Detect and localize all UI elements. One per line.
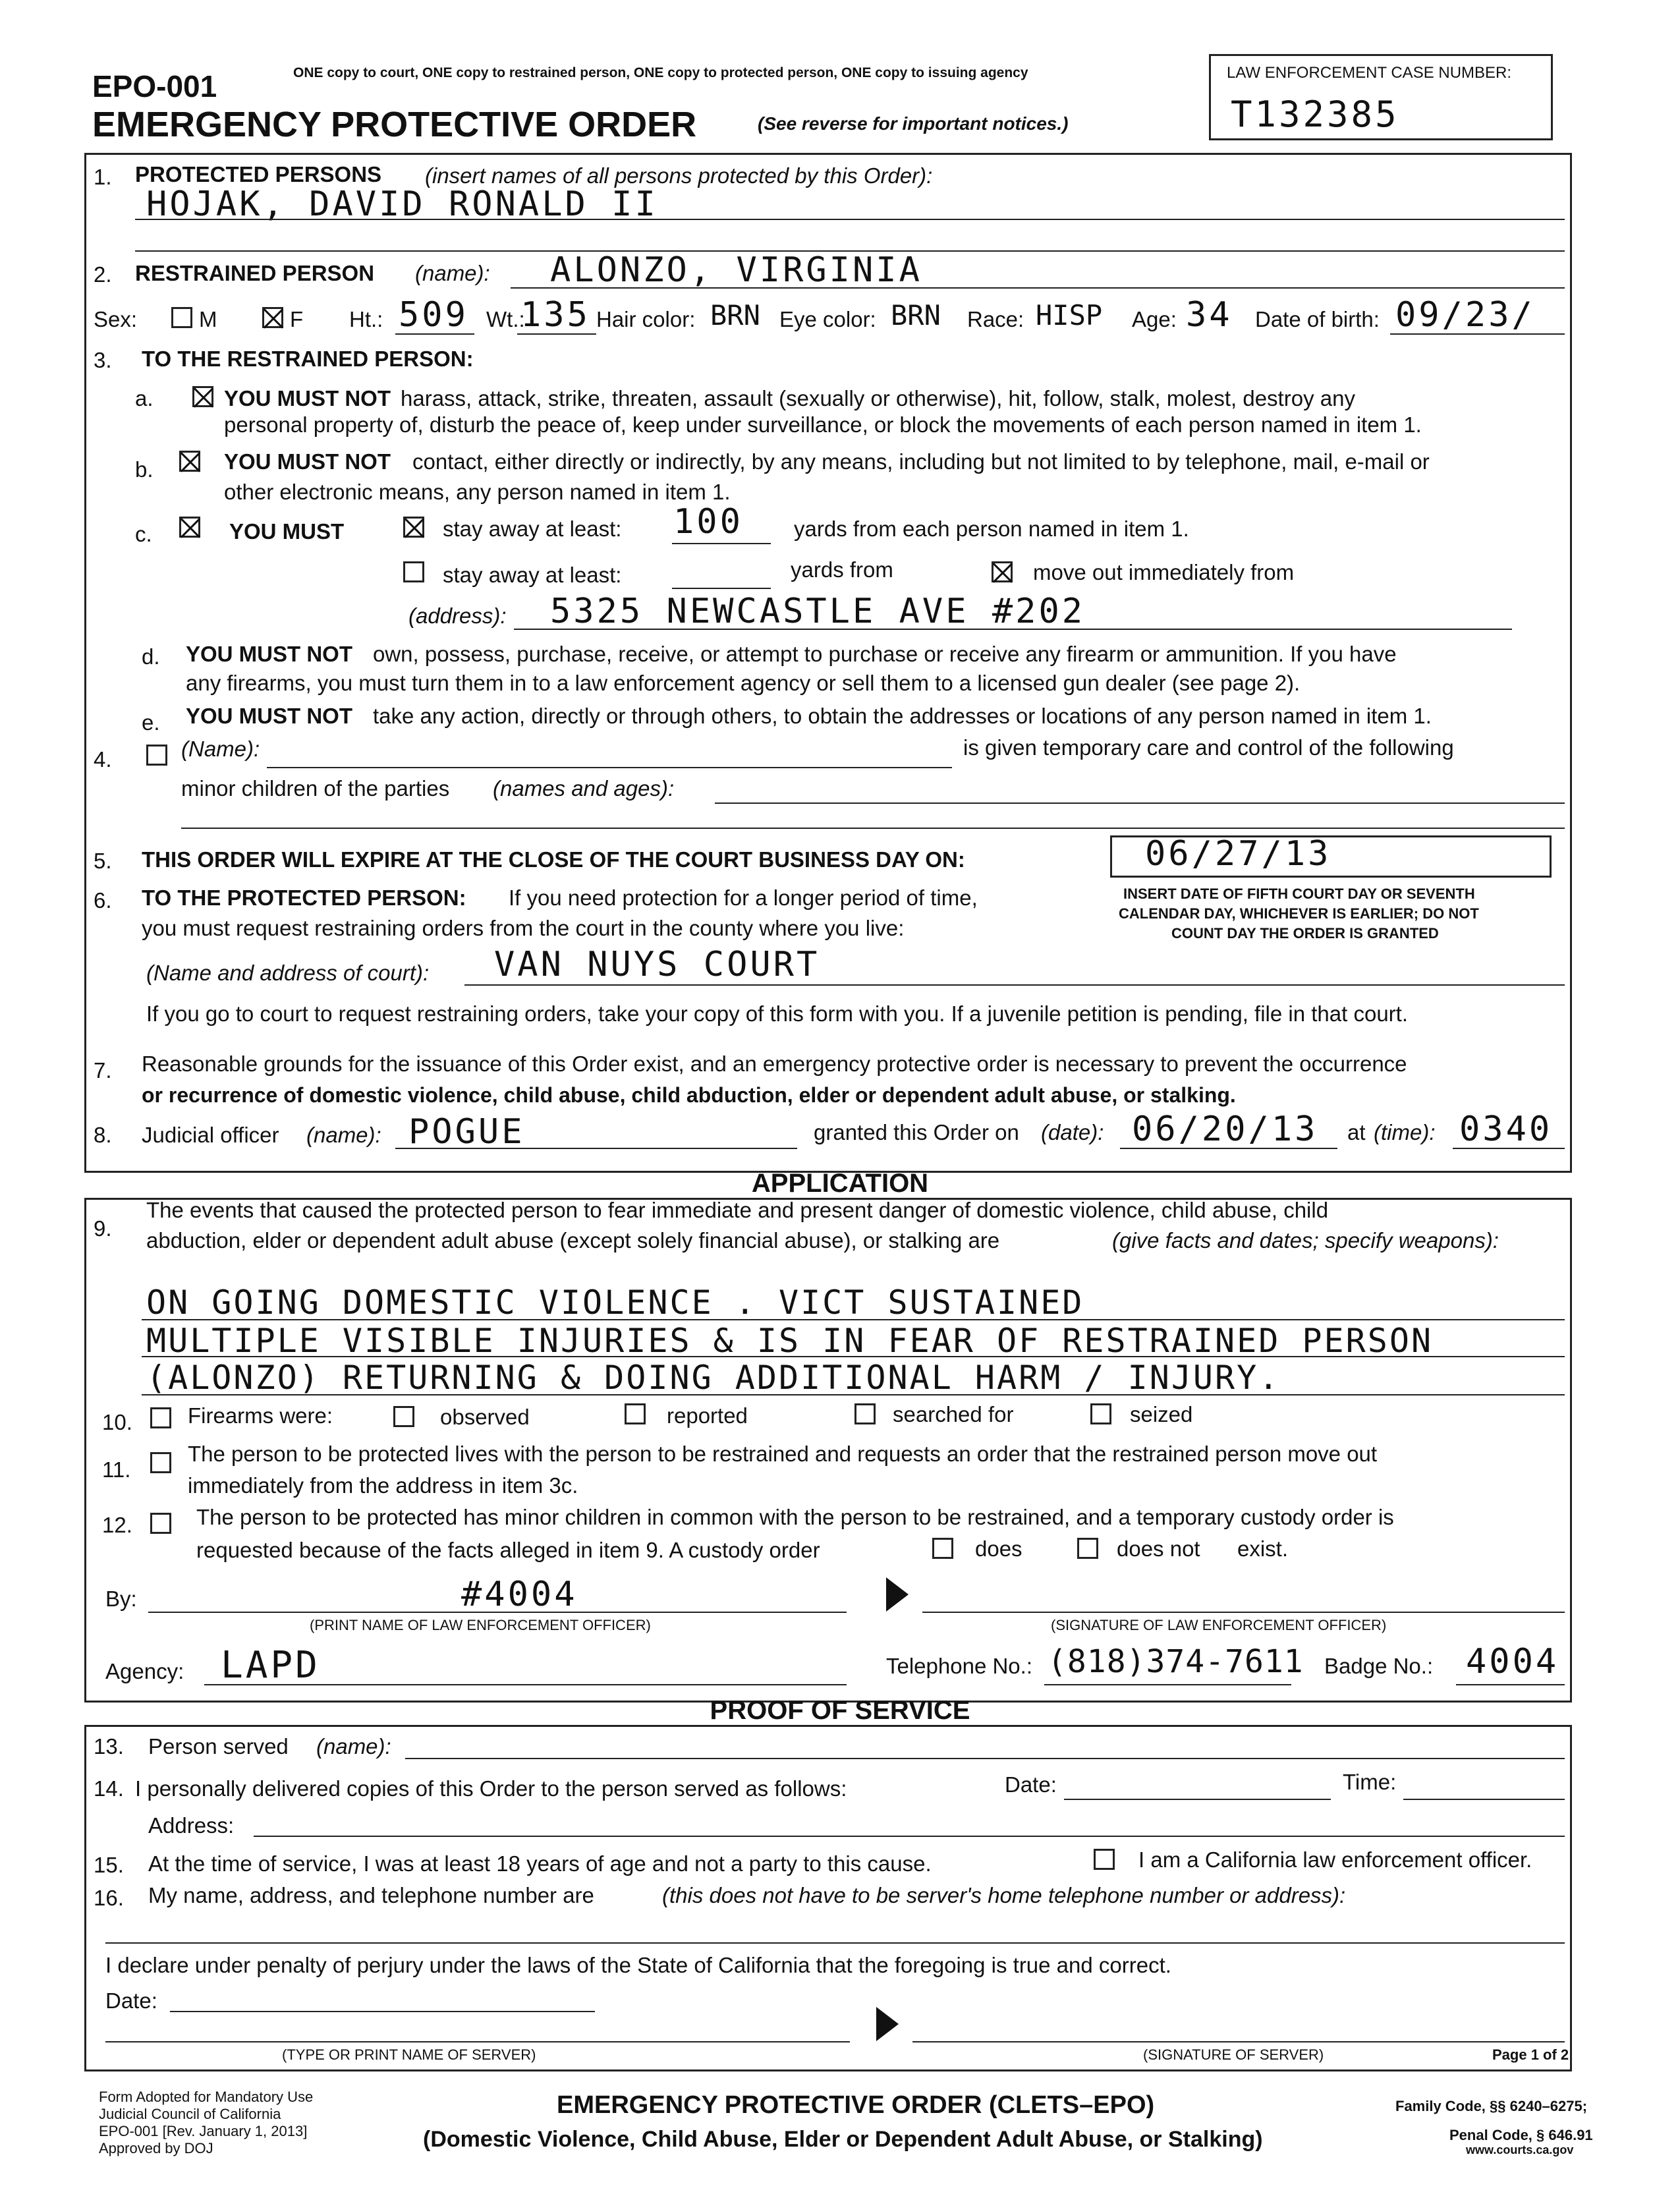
item3d-bold: YOU MUST NOT [186, 642, 352, 666]
server-signature-arrow [876, 2007, 899, 2041]
stay-away-address-checkbox[interactable] [403, 561, 424, 582]
custody-does-checkbox[interactable] [932, 1538, 953, 1559]
item4-number: 4. [94, 747, 112, 772]
item1-label: PROTECTED PERSONS [135, 162, 382, 186]
item3a-letter: a. [135, 386, 154, 410]
item6-number: 6. [94, 888, 112, 913]
item14-text: I personally delivered copies of this Order to the person served as follows: [135, 1776, 847, 1801]
race-value[interactable]: HISP [1036, 299, 1103, 331]
item12-text-a: The person to be protected has minor children in common with the person to be restrained, and a temporary custody order is [196, 1505, 1394, 1529]
wt-line [517, 333, 596, 335]
item2-number: 2. [94, 262, 112, 287]
signature-caption: (SIGNATURE OF LAW ENFORCEMENT OFFICER) [1051, 1617, 1387, 1633]
service-time-label: Time: [1343, 1770, 1397, 1794]
server-name-caption: (TYPE OR PRINT NAME OF SERVER) [282, 2046, 536, 2063]
item13-text: Person served [148, 1734, 289, 1759]
declare-date-line[interactable] [170, 2011, 595, 2012]
title-note: (See reverse for important notices.) [758, 113, 1069, 134]
item3b-checkbox[interactable] [179, 451, 200, 472]
item5-number: 5. [94, 849, 112, 873]
searched-label: searched for [893, 1402, 1014, 1426]
server-signature-caption: (SIGNATURE OF SERVER) [1143, 2046, 1324, 2063]
server-name-line[interactable] [105, 2041, 850, 2042]
item12-text-b: requested because of the facts alleged in item 9. A custody order [196, 1538, 820, 1562]
address-label: (address): [408, 604, 507, 628]
agency-label: Agency: [105, 1659, 184, 1683]
observed-label: observed [440, 1405, 530, 1429]
item4-text2-note: (names and ages): [493, 776, 675, 801]
item11-checkbox[interactable] [150, 1452, 171, 1473]
item15-number: 15. [94, 1853, 124, 1877]
item4-children-line1 [715, 802, 1565, 804]
item4-text1: is given temporary care and control of the following [963, 735, 1454, 760]
custody-does-not-label: does not [1117, 1536, 1200, 1561]
footer-right-3: www.courts.ca.gov [1466, 2143, 1574, 2156]
sex-f-checkbox[interactable] [262, 307, 283, 328]
agency-value[interactable]: LAPD [221, 1644, 320, 1687]
item5-label: THIS ORDER WILL EXPIRE AT THE CLOSE OF THE COURT BUSINESS DAY ON: [142, 847, 965, 872]
expire-note2: CALENDAR DAY, WHICHEVER IS EARLIER; DO NOT [1119, 905, 1479, 922]
firearms-label: Firearms were: [188, 1403, 333, 1428]
server-info-line[interactable] [105, 1942, 1565, 1944]
item3d-text2: any firearms, you must turn them in to a law enforcement agency or sell them to a licensed gun dealer (see page 2). [186, 671, 1301, 695]
item3a-bold: YOU MUST NOT [224, 386, 391, 410]
phone-label: Telephone No.: [886, 1654, 1032, 1678]
service-address-line[interactable] [254, 1836, 1565, 1837]
narrative-line2[interactable]: MULTIPLE VISIBLE INJURIES & IS IN FEAR OF RESTRAINED PERSON [146, 1322, 1434, 1360]
reported-label: reported [667, 1403, 748, 1428]
granted-date-value[interactable]: 06/20/13 [1132, 1110, 1318, 1149]
item3e-text1: take any action, directly or through others, to obtain the addresses or locations of any person named in item 1. [373, 704, 1432, 728]
narrative-rule1 [142, 1319, 1565, 1320]
declare-text: I declare under penalty of perjury under the laws of the State of California that the foregoing is true and correct. [105, 1953, 1171, 1977]
narrative-line1[interactable]: ON GOING DOMESTIC VIOLENCE . VICT SUSTAINED [146, 1283, 1084, 1322]
court-label: (Name and address of court): [146, 961, 430, 985]
wt-value[interactable]: 135 [520, 295, 590, 335]
protected-persons-value[interactable]: HOJAK, DAVID RONALD II [146, 184, 658, 224]
item8-number: 8. [94, 1123, 112, 1147]
item3a-text2: personal property of, disturb the peace of, keep under surveillance, or block the movements of each person named in item 1. [224, 412, 1422, 437]
item6-text2: you must request restraining orders from the court in the county where you live: [142, 916, 905, 940]
item4-children-line2 [181, 828, 1565, 829]
wt-label: Wt.: [486, 307, 525, 331]
case-number-box [1209, 54, 1553, 140]
narrative-line3[interactable]: (ALONZO) RETURNING & DOING ADDITIONAL HARM / INJURY. [146, 1359, 1281, 1397]
item10-number: 10. [102, 1410, 132, 1434]
item10-checkbox[interactable] [150, 1407, 171, 1428]
badge-line [1456, 1684, 1565, 1685]
stay-away-persons-label: stay away at least: [443, 517, 622, 541]
address-line [514, 629, 1512, 630]
stay-away-yards-value[interactable]: 100 [673, 502, 743, 542]
item3a-checkbox[interactable] [192, 386, 213, 407]
eye-value[interactable]: BRN [891, 299, 941, 331]
sex-m-checkbox[interactable] [171, 307, 192, 328]
granted-label: granted this Order on [814, 1120, 1019, 1144]
ht-line [395, 333, 474, 335]
form-title: EMERGENCY PROTECTIVE ORDER [92, 105, 697, 144]
item3c-letter: c. [135, 522, 152, 546]
footer-left-3: EPO-001 [Rev. January 1, 2013] [99, 2123, 308, 2139]
officer-signature-arrow [886, 1577, 909, 1612]
by-line [148, 1612, 847, 1613]
footer-left-4: Approved by DOJ [99, 2140, 213, 2156]
move-out-label: move out immediately from [1033, 560, 1295, 584]
custody-does-label: does [975, 1536, 1022, 1561]
seized-label: seized [1130, 1402, 1193, 1426]
narrative-rule3 [142, 1394, 1565, 1395]
case-number-value[interactable]: T132385 [1231, 94, 1399, 135]
restrained-person-value[interactable]: ALONZO, VIRGINIA [550, 250, 922, 290]
sex-label: Sex: [94, 307, 138, 331]
item3-number: 3. [94, 348, 112, 372]
granted-date-line [1120, 1148, 1337, 1149]
person-served-line[interactable] [405, 1758, 1565, 1759]
print-name-caption: (PRINT NAME OF LAW ENFORCEMENT OFFICER) [310, 1617, 651, 1633]
searched-checkbox[interactable] [854, 1403, 876, 1424]
eye-label: Eye color: [779, 307, 876, 331]
item3-label: TO THE RESTRAINED PERSON: [142, 347, 474, 371]
stay-away-yards-line [672, 543, 771, 544]
hair-value[interactable]: BRN [710, 299, 760, 331]
item2-label: RESTRAINED PERSON [135, 261, 375, 285]
item4-name-label: (Name): [181, 737, 260, 761]
court-line [464, 984, 1565, 986]
item6-text3: If you go to court to request restraining orders, take your copy of this form with you. If a juvenile petition is pending, file in that court. [146, 1001, 1408, 1026]
footer-title: EMERGENCY PROTECTIVE ORDER (CLETS–EPO) [557, 2091, 1155, 2119]
race-label: Race: [967, 307, 1024, 331]
item6-label: TO THE PROTECTED PERSON: [142, 886, 466, 910]
court-value[interactable]: VAN NUYS COURT [494, 945, 820, 984]
expire-note3: COUNT DAY THE ORDER IS GRANTED [1171, 925, 1439, 942]
item7-text1: Reasonable grounds for the issuance of this Order exist, and an emergency protective order is necessary to prevent the occurrence [142, 1052, 1407, 1076]
reported-checkbox[interactable] [625, 1403, 646, 1424]
case-number-label: LAW ENFORCEMENT CASE NUMBER: [1227, 64, 1512, 82]
stay-away-persons-yards: yards from each person named in item 1. [794, 517, 1189, 541]
judicial-officer-label: Judicial officer [142, 1123, 279, 1147]
item1-number: 1. [94, 165, 112, 189]
item11-text-b: immediately from the address in item 3c. [188, 1473, 578, 1498]
item9-text-b: abduction, elder or dependent adult abuse (except solely financial abuse), or stalking are [146, 1228, 1000, 1253]
ht-value[interactable]: 509 [399, 295, 468, 335]
item11-number: 11. [102, 1457, 131, 1482]
item1-line1 [135, 219, 1565, 220]
move-out-checkbox[interactable] [992, 561, 1013, 582]
phone-line [1044, 1684, 1291, 1685]
item3e-letter: e. [142, 710, 160, 735]
custody-does-not-checkbox[interactable] [1077, 1538, 1098, 1559]
age-value[interactable]: 34 [1186, 295, 1233, 335]
page-number: Page 1 of 2 [1492, 2046, 1569, 2063]
item3e-bold: YOU MUST NOT [186, 704, 352, 728]
item12-checkbox[interactable] [150, 1513, 171, 1534]
item16-note: (this does not have to be server's home telephone number or address): [662, 1883, 1346, 1907]
server-signature-line[interactable] [912, 2041, 1565, 2042]
law-officer-label: I am a California law enforcement officer. [1138, 1847, 1532, 1872]
item4-checkbox[interactable] [146, 745, 167, 766]
sex-m-label: M [199, 307, 217, 331]
item16-number: 16. [94, 1886, 124, 1910]
at-label: at [1347, 1120, 1366, 1144]
item12-number: 12. [102, 1513, 132, 1537]
item13-number: 13. [94, 1734, 124, 1759]
granted-date-note: (date): [1041, 1120, 1104, 1144]
dob-line [1390, 333, 1565, 335]
age-label: Age: [1132, 307, 1177, 331]
item7-number: 7. [94, 1058, 112, 1083]
service-date-label: Date: [1005, 1772, 1057, 1797]
dob-label: Date of birth: [1255, 307, 1380, 331]
stay-away-address-yards: yards from [791, 557, 893, 582]
item9-number: 9. [94, 1216, 112, 1241]
item9-text-a: The events that caused the protected person to fear immediate and present danger of domestic violence, child abuse, child [146, 1198, 1329, 1222]
stay-away-address-label: stay away at least: [443, 563, 622, 587]
dob-value[interactable]: 09/23/ [1395, 295, 1535, 335]
item4-name-line [267, 767, 952, 768]
phone-value[interactable]: (818)374-7611 [1048, 1643, 1304, 1680]
footer-subtitle: (Domestic Violence, Child Abuse, Elder or Dependent Adult Abuse, or Stalking) [423, 2127, 1263, 2152]
time-line [1453, 1148, 1565, 1149]
item3b-text1: contact, either directly or indirectly, by any means, including but not limited to by telephone, mail, e-mail or [412, 449, 1430, 474]
judicial-officer-line [395, 1148, 797, 1149]
observed-checkbox[interactable] [393, 1406, 414, 1427]
agency-line [204, 1684, 847, 1685]
seized-checkbox[interactable] [1090, 1403, 1111, 1424]
item16-text: My name, address, and telephone number are [148, 1883, 594, 1907]
address-value[interactable]: 5325 NEWCASTLE AVE #202 [550, 592, 1086, 631]
judicial-officer-value[interactable]: POGUE [408, 1112, 525, 1152]
by-value[interactable]: #4004 [461, 1575, 578, 1614]
custody-exist-label: exist. [1237, 1536, 1289, 1561]
badge-value[interactable]: 4004 [1466, 1642, 1559, 1681]
badge-label: Badge No.: [1324, 1654, 1434, 1678]
item9-text-b-note: (give facts and dates; specify weapons): [1112, 1228, 1499, 1253]
item14-number: 14. [94, 1776, 124, 1801]
item7-text2: or recurrence of domestic violence, child abuse, child abduction, elder or dependent adult abuse, or stalking. [142, 1083, 1236, 1107]
expire-note1: INSERT DATE OF FIFTH COURT DAY OR SEVENTH [1123, 886, 1475, 902]
footer-right-1: Family Code, §§ 6240–6275; [1395, 2098, 1588, 2114]
sex-f-label: F [290, 307, 304, 331]
item3b-letter: b. [135, 457, 154, 482]
item6-text1: If you need protection for a longer period of time, [509, 886, 978, 910]
item3a-text1: harass, attack, strike, threaten, assault (sexually or otherwise), hit, follow, stalk, molest, destroy any [401, 386, 1355, 410]
time-note: (time): [1374, 1120, 1436, 1144]
stay-away-address-yards-line [672, 588, 771, 589]
service-date-line[interactable] [1064, 1799, 1331, 1800]
declare-date-label: Date: [105, 1988, 157, 2013]
item13-note: (name): [316, 1734, 391, 1759]
item3b-bold: YOU MUST NOT [224, 449, 391, 474]
item3d-text1: own, possess, purchase, receive, or attempt to purchase or receive any firearm or ammunition. If you have [373, 642, 1397, 666]
item3c-checkbox[interactable] [179, 517, 200, 538]
judicial-officer-note: (name): [306, 1123, 381, 1147]
service-address-label: Address: [148, 1813, 235, 1838]
officer-signature-line[interactable] [922, 1612, 1565, 1613]
ht-label: Ht.: [349, 307, 383, 331]
footer-right-2: Penal Code, § 646.91 [1449, 2127, 1593, 2143]
item1-note: (insert names of all persons protected by this Order): [425, 163, 933, 188]
item3c-bold: YOU MUST [229, 519, 345, 544]
item4-text2: minor children of the parties [181, 776, 450, 801]
narrative-rule2 [142, 1356, 1565, 1357]
proof-heading: PROOF OF SERVICE [710, 1696, 970, 1725]
application-heading: APPLICATION [751, 1169, 929, 1198]
item2-line [511, 287, 1565, 289]
expire-date-value[interactable]: 06/27/13 [1145, 834, 1331, 874]
copies-note: ONE copy to court, ONE copy to restrained person, ONE copy to protected person, ONE copy to issuing agency [293, 65, 1028, 80]
form-id: EPO-001 [92, 69, 217, 103]
footer-left-2: Judicial Council of California [99, 2106, 281, 2122]
item3d-letter: d. [142, 644, 160, 669]
item11-text-a: The person to be protected lives with the person to be restrained and requests an order that the restrained person move out [188, 1442, 1378, 1466]
item15-text: At the time of service, I was at least 18 years of age and not a party to this cause. [148, 1851, 932, 1876]
law-officer-checkbox[interactable] [1094, 1849, 1115, 1870]
footer-left-1: Form Adopted for Mandatory Use [99, 2089, 314, 2105]
stay-away-persons-checkbox[interactable] [403, 517, 424, 538]
time-value[interactable]: 0340 [1459, 1110, 1553, 1149]
service-time-line[interactable] [1403, 1799, 1565, 1800]
hair-label: Hair color: [596, 307, 696, 331]
by-label: By: [105, 1587, 137, 1611]
item2-note: (name): [415, 261, 490, 285]
item3b-text2: other electronic means, any person named in item 1. [224, 480, 731, 504]
